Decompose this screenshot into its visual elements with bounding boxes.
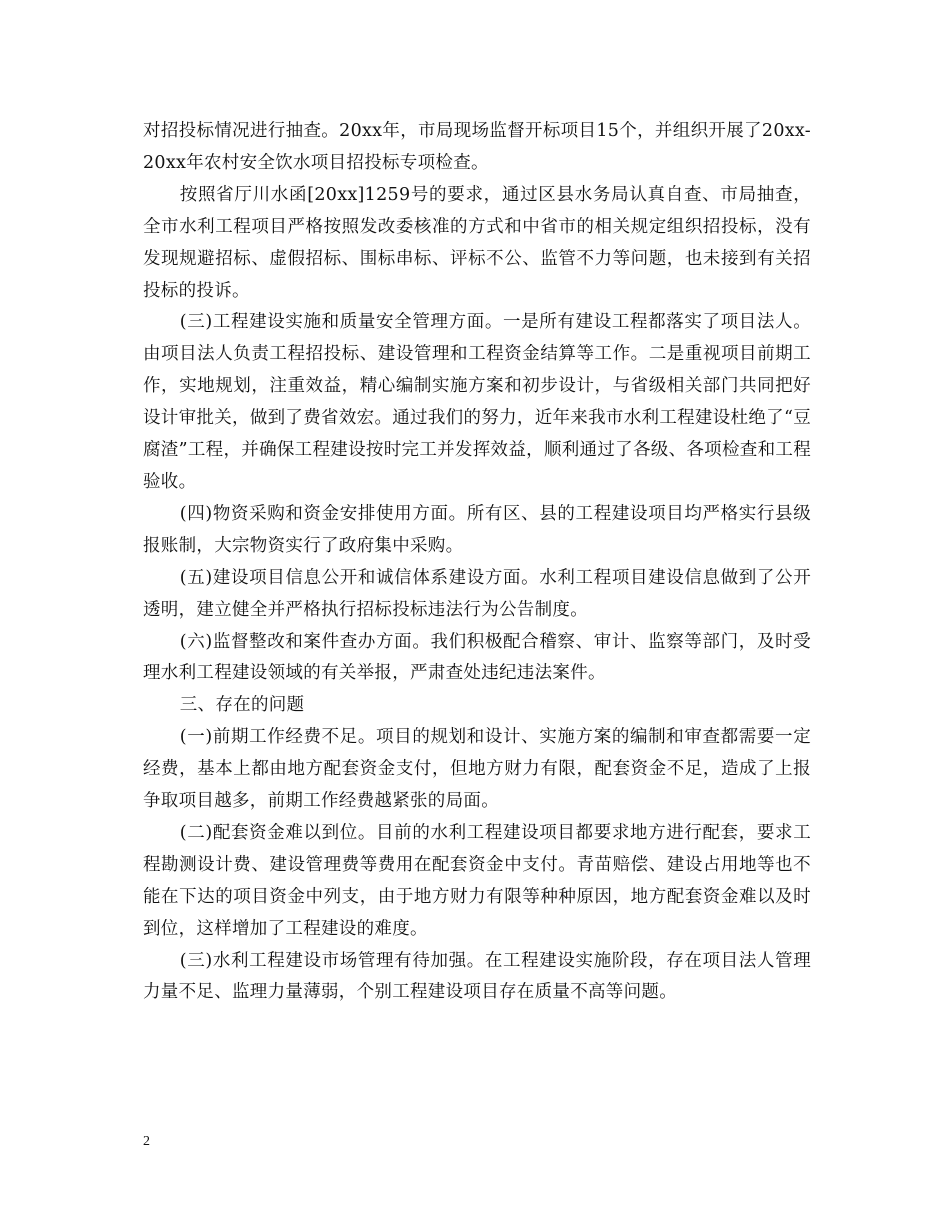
paragraph-9: (三)水利工程建设市场管理有待加强。在工程建设实施阶段，存在项目法人管理力量不足、监理力量薄弱，个别工程建设项目存在质量不高等问题。: [143, 950, 811, 1003]
paragraph-5: (五)建设项目信息公开和诚信体系建设方面。水利工程项目建设信息做到了公开透明，建立健全并严格执行招标投标违法行为公告制度。: [143, 567, 811, 620]
paragraph-4: (四)物资采购和资金安排使用方面。所有区、县的工程建设项目均严格实行县级报账制，大宗物资实行了政府集中采购。: [143, 503, 811, 556]
document-body: [143, 116, 811, 1009]
paragraph-8: (二)配套资金难以到位。目前的水利工程建设项目都要求地方进行配套，要求工程勘测设计费、建设管理费等费用在配套资金中支付。青苗赔偿、建设占用地等也不能在下达的项目资金中列支，由于地方财力有限等种种原因，地方配套资金难以及时到位，这样增加了工程建设的难度。: [143, 822, 811, 939]
page-number: 2: [143, 1134, 150, 1149]
paragraph-7: (一)前期工作经费不足。项目的规划和设计、实施方案的编制和审查都需要一定经费，基本上都由地方配套资金支付，但地方财力有限，配套资金不足，造成了上报争取项目越多，前期工作经费越紧张的局面。: [143, 727, 811, 812]
paragraph-1: 对招投标情况进行抽查。20xx年，市局现场监督开标项目15个，并组织开展了20xx-20xx年农村安全饮水项目招投标专项检查。: [143, 121, 811, 173]
paragraph-6: (六)监督整改和案件查办方面。我们积极配合稽察、审计、监察等部门，及时受理水利工程建设领域的有关举报，严肃查处违纪违法案件。: [143, 631, 811, 684]
paragraph-2: 按照省厅川水函[20xx]1259号的要求，通过区县水务局认真自查、市局抽查，全市水利工程项目严格按照发改委核准的方式和中省市的相关规定组织招投标，没有发现规避招标、虚假招标、围标串标、评标不公、监管不力等问题，也未接到有关招投标的投诉。: [143, 184, 811, 301]
section-heading: 三、存在的问题: [179, 695, 305, 716]
paragraph-3: (三)工程建设实施和质量安全管理方面。一是所有建设工程都落实了项目法人。由项目法人负责工程招投标、建设管理和工程资金结算等工作。二是重视项目前期工作，实地规划，注重效益，精心编制实施方案和初步设计，与省级相关部门共同把好设计审批关，做到了费省效宏。通过我们的努力，近年来我市水利工程建设杜绝了“豆腐渣”工程，并确保工程建设按时完工并发挥效益，顺利通过了各级、各项检查和工程验收。: [143, 312, 811, 492]
